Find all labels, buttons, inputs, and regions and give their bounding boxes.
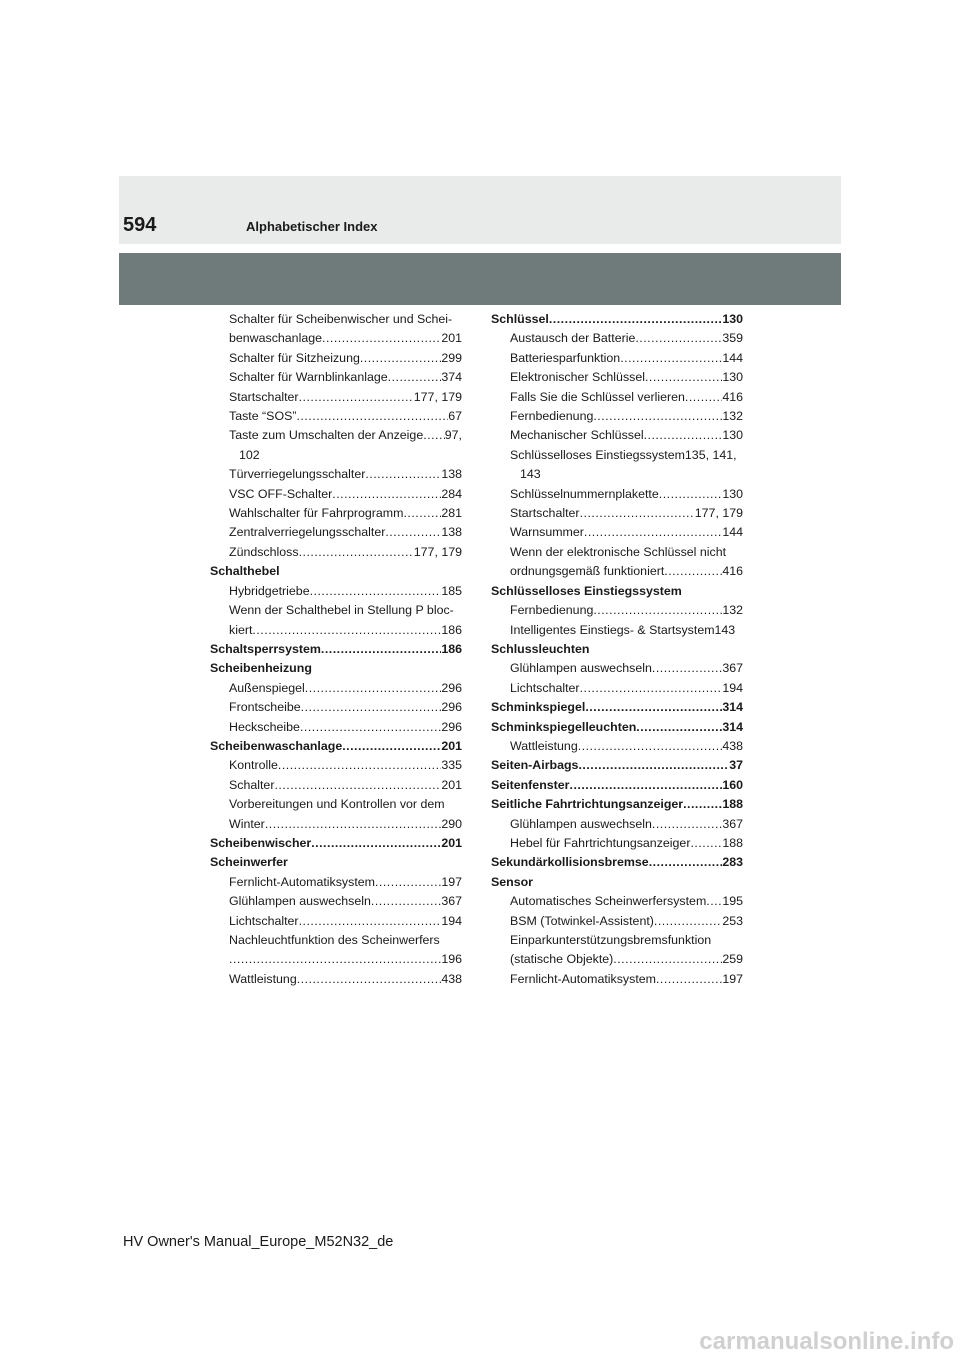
index-entry[interactable]: Scheibenwischer ..... 201 xyxy=(210,834,462,853)
index-column-right xyxy=(491,310,743,989)
index-heading: Scheibenheizung xyxy=(210,661,312,676)
page-ref: 177, 179 xyxy=(413,389,462,404)
page-ref: 283 xyxy=(722,855,743,870)
index-entry[interactable]: Lichtschalter ..... 194 xyxy=(491,679,743,698)
index-entry[interactable]: Glühlampen auswechseln ..... 367 xyxy=(210,892,462,911)
page-ref: 438 xyxy=(441,971,462,986)
page-ref: 186 xyxy=(441,641,462,656)
index-entry[interactable]: Schalter ..... 201 xyxy=(210,776,462,795)
page-ref: 197 xyxy=(722,971,743,986)
index-entry[interactable]: Frontscheibe ..... 296 xyxy=(210,698,462,717)
index-column-left xyxy=(210,310,462,989)
index-entry[interactable]: Zentralverriegelungsschalter ..... 138 xyxy=(210,523,462,542)
page-ref: 188 xyxy=(722,835,743,850)
page-ref: 367 xyxy=(722,816,743,831)
page-ref: 416 xyxy=(722,389,743,404)
index-entry[interactable]: Schlüsselloses Einstiegssystem135, 141, xyxy=(510,447,737,462)
index-entry[interactable]: VSC OFF-Schalter ..... 284 xyxy=(210,485,462,504)
page-ref: 296 xyxy=(441,719,462,734)
index-entry[interactable]: Startschalter ..... 177, 179 xyxy=(491,504,743,523)
page-ref: 201 xyxy=(441,777,462,792)
page-ref: 314 xyxy=(722,700,743,715)
index-entry[interactable]: Elektronischer Schlüssel ..... 130 xyxy=(491,368,743,387)
index-entry[interactable]: Winter ..... 290 xyxy=(210,815,462,834)
page-ref: 130 xyxy=(722,312,743,326)
index-entry[interactable]: Warnsummer ..... 144 xyxy=(491,523,743,542)
index-entry[interactable]: Wattleistung ..... 438 xyxy=(210,970,462,989)
index-heading: Schalthebel xyxy=(210,564,280,579)
page-ref: 144 xyxy=(722,525,743,540)
index-entry-text: Vorbereitungen und Kontrollen vor dem xyxy=(229,797,445,812)
index-entry[interactable]: Startschalter ..... 177, 179 xyxy=(210,388,462,407)
section-bar xyxy=(119,253,841,305)
index-entry[interactable]: Lichtschalter ..... 194 xyxy=(210,912,462,931)
page-ref: 132 xyxy=(722,409,743,424)
page-ref: 253 xyxy=(722,913,743,928)
page-ref: 314 xyxy=(722,719,743,734)
index-entry-continuation: 143 xyxy=(520,467,541,482)
index-entry[interactable]: Kontrolle ..... 335 xyxy=(210,756,462,775)
index-heading: Scheinwerfer xyxy=(210,855,288,870)
page-ref: 197 xyxy=(441,874,462,889)
index-entry[interactable]: Außenspiegel ..... 296 xyxy=(210,679,462,698)
index-entry[interactable]: Schlüssel ..... 130 xyxy=(491,310,743,329)
index-entry-text: Einparkunterstützungsbremsfunktion xyxy=(510,933,712,947)
page-ref: 185 xyxy=(441,583,462,598)
index-entry[interactable]: Glühlampen auswechseln ..... 367 xyxy=(491,659,743,678)
page-ref: 296 xyxy=(441,700,462,715)
index-entry[interactable]: Taste “SOS” ..... 67 xyxy=(210,407,462,426)
index-entry[interactable]: Automatisches Scheinwerfersystem ..... 195 xyxy=(491,892,743,911)
index-entry[interactable]: Fernbedienung ..... 132 xyxy=(491,601,743,620)
page-number: 594 xyxy=(123,214,157,236)
index-entry[interactable]: Schaltsperrsystem ..... 186 xyxy=(210,640,462,659)
index-entry[interactable]: Türverriegelungsschalter ..... 138 xyxy=(210,465,462,484)
page-ref: 201 xyxy=(441,331,462,346)
page-ref: 194 xyxy=(441,913,462,928)
page-ref: 186 xyxy=(441,622,462,637)
header-band xyxy=(119,176,841,244)
page-ref: 130 xyxy=(722,370,743,385)
index-entry[interactable]: Schalter für Warnblinkanlage ..... 374 xyxy=(210,368,462,387)
index-entry[interactable]: Hebel für Fahrtrichtungsanzeiger ..... 188 xyxy=(491,834,743,853)
page-ref: 296 xyxy=(441,680,462,695)
page-ref: 201 xyxy=(441,738,462,753)
index-entry[interactable]: Schlüsselnummernplakette ..... 130 xyxy=(491,485,743,504)
page-ref: 374 xyxy=(441,370,462,385)
index-entry[interactable]: Intelligentes Einstiegs- & Startsystem143 xyxy=(510,622,736,637)
index-entry[interactable]: Sekundärkollisionsbremse ..... 283 xyxy=(491,853,743,872)
watermark: carmanualsonline.info xyxy=(699,1328,954,1355)
page-ref: 132 xyxy=(722,603,743,618)
page-ref: 37 xyxy=(729,758,743,773)
page-ref: 138 xyxy=(441,525,462,540)
page-ref: 130 xyxy=(722,428,743,443)
index-entry[interactable]: Schminkspiegelleuchten ..... 314 xyxy=(491,718,743,737)
index-entry-continuation: 102 xyxy=(239,447,260,462)
index-entry[interactable]: Scheibenwaschanlage ..... 201 xyxy=(210,737,462,756)
index-heading: Schlussleuchten xyxy=(491,641,590,656)
index-entry-text: Wenn der elektronische Schlüssel nicht xyxy=(510,544,727,559)
index-heading: Sensor xyxy=(491,874,534,889)
index-entry[interactable]: Seitenfenster ..... 160 xyxy=(491,776,743,795)
index-entry[interactable]: Schalter für Sitzheizung ..... 299 xyxy=(210,349,462,368)
page-ref: 299 xyxy=(441,350,462,365)
index-entry[interactable]: Heckscheibe ..... 296 xyxy=(210,718,462,737)
page-ref: 367 xyxy=(722,661,743,676)
index-entry[interactable]: Zündschloss ..... 177, 179 xyxy=(210,543,462,562)
page-ref: 138 xyxy=(441,467,462,482)
index-entry[interactable]: Seiten-Airbags ..... 37 xyxy=(491,756,743,775)
page-ref: 188 xyxy=(722,797,743,812)
index-entry-text: Wenn der Schalthebel in Stellung P bloc- xyxy=(229,603,454,618)
index-heading: Schlüsselloses Einstiegssystem xyxy=(491,583,682,598)
page-ref: 290 xyxy=(441,816,462,831)
index-entry[interactable]: Wattleistung ..... 438 xyxy=(491,737,743,756)
index-entry[interactable]: kiert ..... 186 xyxy=(210,621,462,640)
index-entry[interactable]: Batteriesparfunktion ..... 144 xyxy=(491,349,743,368)
index-entry[interactable]: Hybridgetriebe ..... 185 xyxy=(210,582,462,601)
page-ref: 194 xyxy=(722,680,743,695)
index-entry[interactable]: Seitliche Fahrtrichtungsanzeiger ..... 188 xyxy=(491,795,743,814)
index-entry[interactable]: Austausch der Batterie ..... 359 xyxy=(491,329,743,348)
page-ref: 438 xyxy=(722,738,743,753)
page-ref: 144 xyxy=(722,350,743,365)
page-ref: 195 xyxy=(722,894,743,909)
index-entry[interactable]: Taste zum Umschalten der Anzeige ..... 97, xyxy=(210,426,462,445)
page-ref: 130 xyxy=(722,486,743,501)
index-entry[interactable]: Fernlicht-Automatiksystem ..... 197 xyxy=(210,873,462,892)
page-ref: 335 xyxy=(441,758,462,773)
index-entry-text: Schalter für Scheibenwischer und Schei- xyxy=(229,312,453,326)
page-ref: 284 xyxy=(441,486,462,501)
index-entry[interactable]: BSM (Totwinkel-Assistent) ..... 253 xyxy=(491,912,743,931)
page-ref: 97, xyxy=(444,428,462,443)
index-entry[interactable]: Fernlicht-Automatiksystem ..... 197 xyxy=(491,970,743,989)
index-entry[interactable]: Wahlschalter für Fahrprogramm ..... 281 xyxy=(210,504,462,523)
page-ref: 416 xyxy=(722,564,743,579)
index-entry[interactable]: Glühlampen auswechseln ..... 367 xyxy=(491,815,743,834)
index-entry[interactable]: Mechanischer Schlüssel ..... 130 xyxy=(491,426,743,445)
page-ref: 259 xyxy=(722,952,743,967)
index-entry[interactable]: ordnungsgemäß funktioniert ..... 416 xyxy=(491,562,743,581)
index-entry[interactable]: Fernbedienung ..... 132 xyxy=(491,407,743,426)
page-ref: 67 xyxy=(448,409,462,424)
page-ref: 177, 179 xyxy=(694,506,743,521)
page-ref: 160 xyxy=(722,777,743,792)
page-ref: 201 xyxy=(441,835,462,850)
page-ref: 281 xyxy=(441,506,462,521)
page-ref: 359 xyxy=(722,331,743,346)
page-ref: 177, 179 xyxy=(413,544,462,559)
index-entry[interactable]: Schminkspiegel ..... 314 xyxy=(491,698,743,717)
index-entry-text: Nachleuchtfunktion des Scheinwerfers xyxy=(229,933,440,947)
footer-manual-id: HV Owner's Manual_Europe_M52N32_de xyxy=(123,1234,394,1250)
index-entry[interactable]: benwaschanlage ..... 201 xyxy=(210,329,462,348)
page-ref: 367 xyxy=(441,894,462,909)
index-entry[interactable] xyxy=(210,950,462,969)
index-entry[interactable]: (statische Objekte) ..... 259 xyxy=(491,950,743,969)
section-title: Alphabetischer Index xyxy=(246,219,378,234)
index-entry[interactable]: Falls Sie die Schlüssel verlieren ..... 416 xyxy=(491,388,743,407)
page-ref: 196 xyxy=(441,952,462,967)
